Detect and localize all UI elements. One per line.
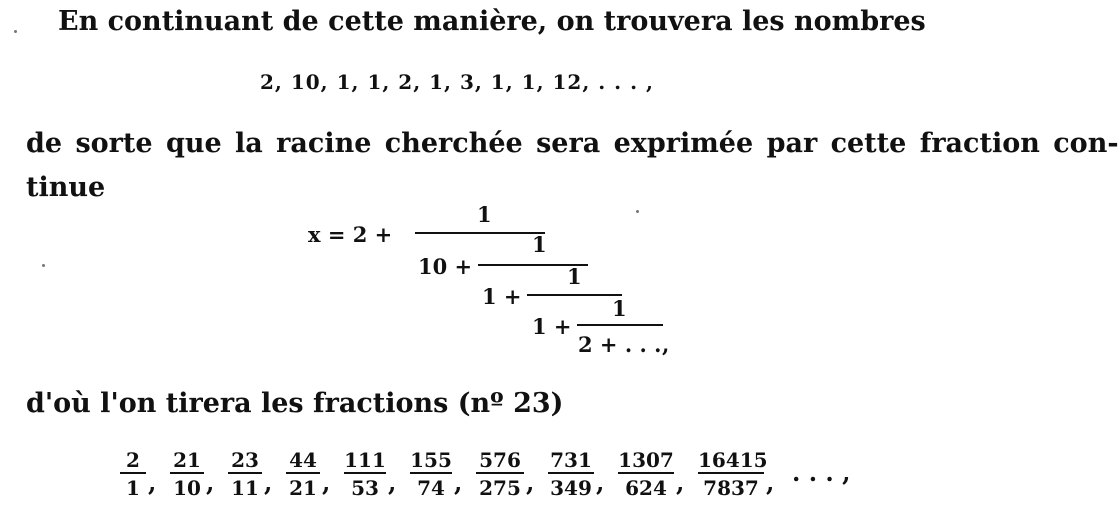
fraction-denominator: 21 [286,472,320,500]
fraction-separator: , [148,468,157,497]
cf-denominator-2: 1 + [482,284,522,309]
paragraph-fractions: d'où l'on tirera les fractions (nº 23) [26,388,564,419]
fraction-denominator: 349 [548,472,594,500]
fraction-denominator: 74 [410,472,452,500]
fraction-separator: , [264,468,273,497]
cf-lhs: x = 2 + [308,222,393,247]
fraction-separator: , [596,468,605,497]
fraction-separator: , [206,468,215,497]
fraction-separator: , [676,468,685,497]
fraction-numerator: 23 [231,448,259,472]
cf-fraction-bar-4 [577,324,663,326]
fraction-numerator: 2 [126,448,140,472]
fraction-numerator: 16415 [698,448,768,472]
fraction-denominator: 1 [120,472,146,500]
fraction [228,448,262,500]
fraction-denominator: 53 [344,472,386,500]
fraction-separator: , [454,468,463,497]
cf-denominator-4: 2 + . . . [578,332,662,357]
fraction [120,448,146,500]
fraction-numerator: 576 [479,448,521,472]
fraction-numerator: 44 [289,448,317,472]
fraction-numerator: 21 [173,448,201,472]
fraction [170,448,204,500]
fraction-denominator: 275 [476,472,524,500]
paragraph-intro: En continuant de cette manière, on trouvera les nombres [58,6,926,37]
fraction [618,448,674,500]
cf-numerator-1: 1 [477,202,492,227]
fraction [286,448,320,500]
cf-numerator-3: 1 [567,264,582,289]
fraction-numerator: 155 [410,448,452,472]
fraction-numerator: 111 [344,448,386,472]
cf-fraction-bar-3 [527,294,622,296]
fraction [344,448,386,500]
number-sequence: 2, 10, 1, 1, 2, 1, 3, 1, 1, 12, . . . , [260,70,654,94]
cf-fraction-bar-1 [415,232,545,234]
fraction-separator: , [322,468,331,497]
paragraph-continued-fraction-line-2: tinue [26,172,106,203]
cf-numerator-2: 1 [532,232,547,257]
fraction-numerator: 1307 [618,448,674,472]
fraction-separator: , [388,468,397,497]
fractions-ellipsis: . . . , [792,458,851,487]
fraction [698,448,768,500]
cf-tail-comma: , [662,332,670,357]
paper-speck [42,264,45,267]
fraction-numerator: 731 [550,448,592,472]
fraction-separator: , [526,468,535,497]
paper-speck [14,30,17,33]
convergent-fractions [120,448,920,508]
fraction-denominator: 10 [170,472,204,500]
paragraph-continued-fraction-line-1: de sorte que la racine cherchée sera exprimée par cette fraction con- [26,128,1119,159]
fraction [410,448,452,500]
fraction [548,448,594,500]
fraction [476,448,524,500]
cf-denominator-3: 1 + [532,314,572,339]
fraction-separator: , [766,468,775,497]
fraction-denominator: 7837 [698,472,764,500]
fraction-denominator: 11 [228,472,262,500]
fraction-denominator: 624 [618,472,674,500]
cf-denominator-1: 10 + [418,254,473,279]
cf-numerator-4: 1 [612,296,627,321]
paper-speck [636,210,639,213]
